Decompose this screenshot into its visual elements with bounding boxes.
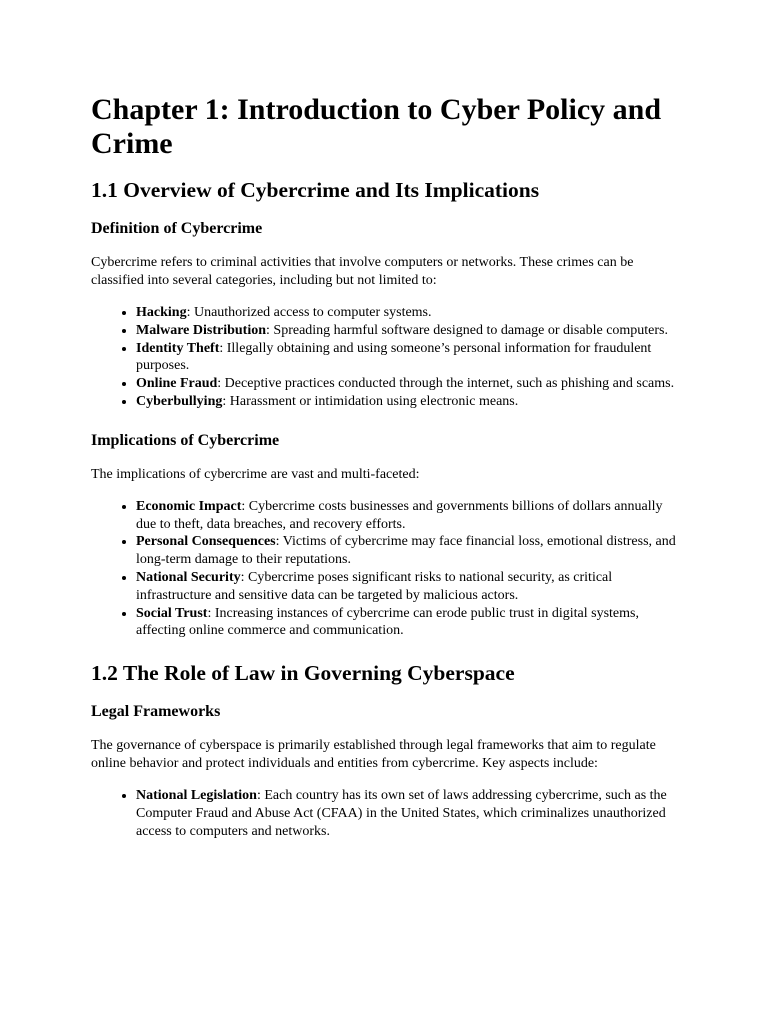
list-item-text: : Increasing instances of cybercrime can erode public trust in digital systems, affecting online commerce and communication. [136,605,639,639]
section-heading-role-of-law: 1.2 The Role of Law in Governing Cyberspace [91,661,515,686]
subheading-legal-frameworks: Legal Frameworks [91,703,221,721]
implications-paragraph: The implications of cybercrime are vast and multi-faceted: [91,466,420,482]
list-item-term: Cyberbullying [136,393,223,409]
list-item [136,569,678,605]
list-item-text: : Victims of cybercrime may face financial loss, emotional distress, and long-term damage to their reputations. [136,534,676,568]
list-item-term: National Legislation [136,788,257,804]
list-item-term: Social Trust [136,605,208,621]
list-item [136,304,678,322]
list-item [136,787,678,840]
subheading-definition: Definition of Cybercrime [91,220,263,237]
list-item [136,340,678,376]
list-item-term: Identity Theft [136,340,220,356]
list-item-text: : Illegally obtaining and using someone’s personal information for fraudulent purposes. [136,340,652,374]
subheading-implications: Implications of Cybercrime [91,431,280,449]
list-item-text: : Spreading harmful software designed to damage or disable computers. [266,322,669,338]
cybercrime-categories-list [91,304,678,411]
list-item [136,533,678,569]
definition-paragraph: Cybercrime refers to criminal activities that involve computers or networks. These crimes can be classified into several categories, including but not limited to: [91,255,634,288]
list-item-term: National Security [136,569,241,585]
legal-frameworks-paragraph: The governance of cyberspace is primarily established through legal frameworks that aim to regulate online behavior and protect individuals and entities from cybercrime. Key aspects include: [91,738,656,772]
list-item-term: Economic Impact [136,498,242,514]
list-item-text: : Deceptive practices conducted through the internet, such as phishing and scams. [217,376,675,392]
list-item-term: Online Fraud [136,376,218,392]
list-item [136,393,678,411]
list-item-text: : Cybercrime costs businesses and governments billions of dollars annually due to theft, data breaches, and recovery efforts. [136,498,663,532]
section-heading-overview: 1.1 Overview of Cybercrime and Its Implications [91,178,540,202]
list-item [136,498,678,534]
list-item-text: : Unauthorized access to computer systems. [186,305,432,320]
list-item-text: : Cybercrime poses significant risks to national security, as critical infrastructure and sensitive data can be targeted by malicious actors. [136,569,613,603]
list-item [136,605,678,641]
list-item [136,375,678,393]
list-item-text: : Each country has its own set of laws addressing cybercrime, such as the Computer Fraud and Abuse Act (CFAA) in the United States, which criminalizes unauthorized access to computers and networks. [136,788,667,839]
list-item-text: : Harassment or intimidation using electronic means. [222,393,519,409]
list-item-term: Hacking [136,305,187,320]
list-item [136,322,678,340]
implications-list [91,498,678,640]
chapter-title: Chapter 1: Introduction to Cyber Policy and Crime [91,93,662,160]
legal-frameworks-list [91,787,678,840]
list-item-term: Personal Consequences [136,534,276,550]
list-item-term: Malware Distribution [136,322,267,338]
